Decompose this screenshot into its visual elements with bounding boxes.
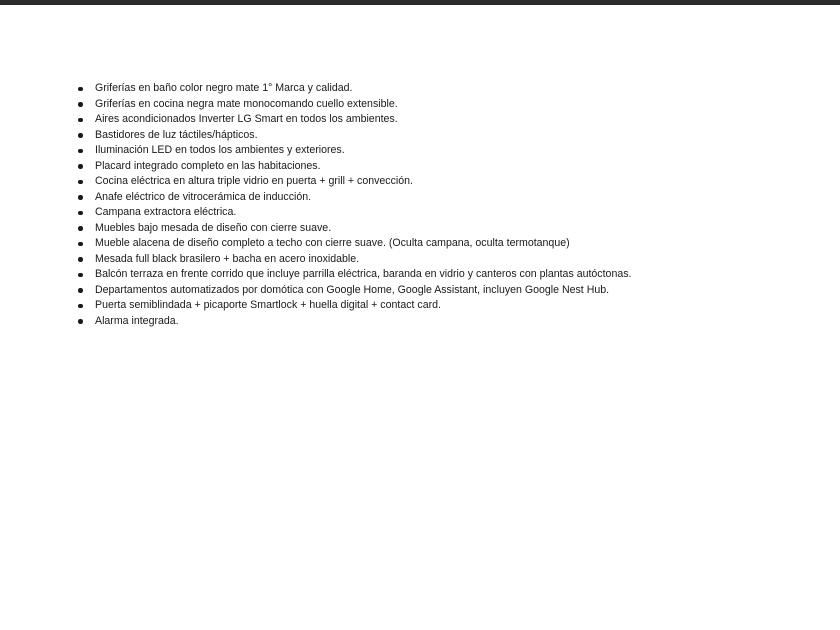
list-item-text: Departamentos automatizados por domótica con Google Home, Google Assistant, incluyen Google Nest Hub. xyxy=(95,283,610,296)
bullet-icon xyxy=(78,319,83,324)
list-item-text: Alarma integrada. xyxy=(95,314,179,327)
bullet-icon xyxy=(78,288,83,293)
list-item xyxy=(78,298,631,314)
list-item-text: Mesada full black brasilero + bacha en acero inoxidable. xyxy=(95,252,360,265)
list-item-text: Mueble alacena de diseño completo a techo con cierre suave. (Oculta campana, oculta termotanque) xyxy=(95,237,570,249)
list-item xyxy=(78,128,631,144)
list-item xyxy=(78,236,631,252)
window-top-bar xyxy=(0,0,840,5)
list-item-text: Griferías en baño color negro mate 1° Marca y calidad. xyxy=(95,82,353,94)
list-item xyxy=(78,314,631,330)
list-item-text: Cocina eléctrica en altura triple vidrio en puerta + grill + convección. xyxy=(95,175,413,187)
bullet-icon xyxy=(78,226,83,231)
list-item-text: Campana extractora eléctrica. xyxy=(95,206,237,218)
bullet-icon xyxy=(78,149,83,154)
list-item-text: Puerta semiblindada + picaporte Smartlock + huella digital + contact card. xyxy=(95,299,441,311)
list-item-text: Muebles bajo mesada de diseño con cierre suave. xyxy=(95,221,332,234)
bullet-icon xyxy=(78,242,83,247)
bullet-icon xyxy=(78,180,83,185)
bullet-icon xyxy=(78,87,83,92)
list-item xyxy=(78,112,631,128)
list-item xyxy=(78,221,631,237)
bullet-icon xyxy=(78,304,83,309)
list-item-text: Iluminación LED en todos los ambientes y exteriores. xyxy=(95,144,345,156)
bullet-icon xyxy=(78,133,83,138)
list-item xyxy=(78,267,631,283)
list-item xyxy=(78,174,631,190)
list-item-text: Balcón terraza en frente corrido que incluye parrilla eléctrica, baranda en vidrio y canteros con plantas autóctonas. xyxy=(95,268,632,280)
list-item-text: Bastidores de luz táctiles/hápticos. xyxy=(95,128,258,141)
list-item-text: Anafe eléctrico de vitrocerámica de inducción. xyxy=(95,190,312,203)
bullet-icon xyxy=(78,118,83,123)
list-item xyxy=(78,283,631,299)
feature-list xyxy=(78,81,631,329)
list-item xyxy=(78,252,631,268)
list-item-text: Griferías en cocina negra mate monocomando cuello extensible. xyxy=(95,97,398,110)
bullet-icon xyxy=(78,211,83,216)
list-item-text: Aires acondicionados Inverter LG Smart en todos los ambientes. xyxy=(95,113,398,125)
list-item xyxy=(78,97,631,113)
list-item xyxy=(78,159,631,175)
bullet-icon xyxy=(78,102,83,107)
bullet-icon xyxy=(78,195,83,200)
list-item xyxy=(78,190,631,206)
list-item xyxy=(78,205,631,221)
bullet-icon xyxy=(78,257,83,262)
bullet-icon xyxy=(78,273,83,278)
list-item-text: Placard integrado completo en las habitaciones. xyxy=(95,159,321,172)
list-item xyxy=(78,81,631,97)
bullet-icon xyxy=(78,164,83,169)
list-item xyxy=(78,143,631,159)
